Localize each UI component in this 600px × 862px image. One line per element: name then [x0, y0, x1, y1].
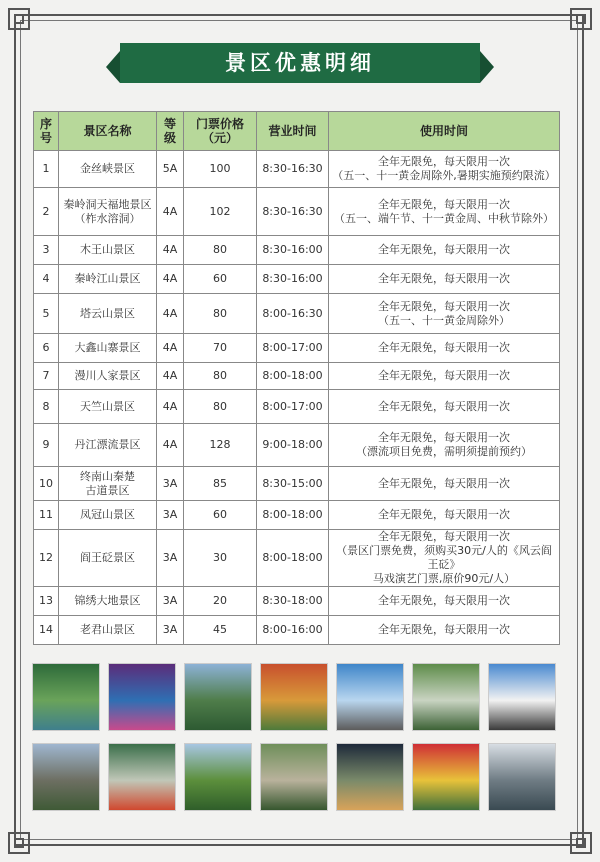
- opening-hours: 8:30-16:00: [257, 236, 329, 265]
- header-grade: 等级: [157, 112, 184, 151]
- grade: 4A: [157, 390, 184, 424]
- grade: 5A: [157, 151, 184, 188]
- opening-hours: 8:00-18:00: [257, 501, 329, 530]
- grade: 4A: [157, 363, 184, 390]
- grade: 4A: [157, 334, 184, 363]
- corner-ornament-bottom-right: [570, 832, 592, 854]
- row-no: 11: [34, 501, 59, 530]
- grade: 4A: [157, 236, 184, 265]
- opening-hours: 8:00-17:00: [257, 390, 329, 424]
- scenic-name: 大鑫山寨景区: [59, 334, 157, 363]
- ticket-price: 60: [184, 501, 257, 530]
- opening-hours: 8:30-16:30: [257, 188, 329, 236]
- row-no: 3: [34, 236, 59, 265]
- grade: 3A: [157, 501, 184, 530]
- mountain-range-photo-icon: [184, 663, 252, 731]
- row-no: 5: [34, 294, 59, 334]
- scenic-name: 凤冠山景区: [59, 501, 157, 530]
- opening-hours: 8:30-15:00: [257, 467, 329, 501]
- table-row: [34, 530, 560, 587]
- ticket-price: 80: [184, 236, 257, 265]
- table-row: [34, 424, 560, 467]
- grade: 4A: [157, 265, 184, 294]
- usage-terms: 全年无限免，每天限用一次 （漂流项目免费，需明须提前预约）: [329, 424, 560, 467]
- table-row: [34, 236, 560, 265]
- row-no: 9: [34, 424, 59, 467]
- table-row: [34, 467, 560, 501]
- row-no: 7: [34, 363, 59, 390]
- mountain-temple-photo-icon: [336, 663, 404, 731]
- row-no: 13: [34, 587, 59, 616]
- usage-terms: 全年无限免，每天限用一次: [329, 236, 560, 265]
- title-banner: [120, 43, 480, 83]
- ticket-price: 60: [184, 265, 257, 294]
- header-price: 门票价格（元）: [184, 112, 257, 151]
- ticket-price: 80: [184, 390, 257, 424]
- autumn-forest-photo-icon: [260, 663, 328, 731]
- opening-hours: 8:00-16:00: [257, 616, 329, 645]
- opening-hours: 9:00-18:00: [257, 424, 329, 467]
- scenic-name: 漫川人家景区: [59, 363, 157, 390]
- scenic-name: 锦绣大地景区: [59, 587, 157, 616]
- ticket-price: 128: [184, 424, 257, 467]
- table-row: [34, 151, 560, 188]
- opening-hours: 8:00-18:00: [257, 530, 329, 587]
- usage-terms: 全年无限免，每天限用一次: [329, 363, 560, 390]
- ticket-price: 85: [184, 467, 257, 501]
- row-no: 2: [34, 188, 59, 236]
- rafting-photo-icon: [108, 743, 176, 811]
- grade: 3A: [157, 530, 184, 587]
- table-row: [34, 188, 560, 236]
- grade: 3A: [157, 467, 184, 501]
- corner-ornament-top-left: [8, 8, 30, 30]
- row-no: 6: [34, 334, 59, 363]
- grade: 4A: [157, 424, 184, 467]
- cliff-gorge-photo-icon: [336, 743, 404, 811]
- ticket-price: 100: [184, 151, 257, 188]
- grade: 3A: [157, 587, 184, 616]
- scenic-name: 秦岭江山景区: [59, 265, 157, 294]
- usage-terms: 全年无限免，每天限用一次: [329, 265, 560, 294]
- scenic-name: 丹江漂流景区: [59, 424, 157, 467]
- usage-terms: 全年无限免，每天限用一次 （五一、端午节、十一黄金周、中秋节除外）: [329, 188, 560, 236]
- photo-gallery: [32, 663, 560, 811]
- ticket-price: 80: [184, 294, 257, 334]
- ticket-price: 80: [184, 363, 257, 390]
- ticket-price: 45: [184, 616, 257, 645]
- ticket-price: 102: [184, 188, 257, 236]
- grade: 3A: [157, 616, 184, 645]
- usage-terms: 全年无限免，每天限用一次: [329, 616, 560, 645]
- table-row: [34, 390, 560, 424]
- table-row: [34, 616, 560, 645]
- scenic-name: 塔云山景区: [59, 294, 157, 334]
- table-row: [34, 501, 560, 530]
- corner-ornament-top-right: [570, 8, 592, 30]
- usage-terms: 全年无限免，每天限用一次: [329, 501, 560, 530]
- table-header-row: [34, 112, 560, 151]
- opening-hours: 8:30-16:30: [257, 151, 329, 188]
- scenic-name: 老君山景区: [59, 616, 157, 645]
- ticket-price: 20: [184, 587, 257, 616]
- grade: 4A: [157, 188, 184, 236]
- usage-terms: 全年无限免，每天限用一次 （五一、十一黄金周除外,暑期实施预约限流）: [329, 151, 560, 188]
- green-meadow-photo-icon: [184, 743, 252, 811]
- usage-terms: 全年无限免，每天限用一次 （五一、十一黄金周除外）: [329, 294, 560, 334]
- grade: 4A: [157, 294, 184, 334]
- header-usage: 使用时间: [329, 112, 560, 151]
- table-row: [34, 587, 560, 616]
- row-no: 4: [34, 265, 59, 294]
- karst-cave-photo-icon: [108, 663, 176, 731]
- table-row: [34, 363, 560, 390]
- opening-hours: 8:30-16:00: [257, 265, 329, 294]
- scenic-name: 终南山秦楚 古道景区: [59, 467, 157, 501]
- peak-cliff-photo-icon: [32, 743, 100, 811]
- white-village-photo-icon: [488, 663, 556, 731]
- table-row: [34, 265, 560, 294]
- row-no: 14: [34, 616, 59, 645]
- row-no: 8: [34, 390, 59, 424]
- table-row: [34, 334, 560, 363]
- corner-ornament-bottom-left: [8, 832, 30, 854]
- header-hours: 营业时间: [257, 112, 329, 151]
- discount-table: [33, 111, 560, 645]
- usage-terms: 全年无限免，每天限用一次: [329, 467, 560, 501]
- opening-hours: 8:00-17:00: [257, 334, 329, 363]
- river-valley-photo-icon: [32, 663, 100, 731]
- opening-hours: 8:30-18:00: [257, 587, 329, 616]
- table-row: [34, 294, 560, 334]
- rock-pillar-photo-icon: [260, 743, 328, 811]
- usage-terms: 全年无限免，每天限用一次: [329, 587, 560, 616]
- row-no: 12: [34, 530, 59, 587]
- opening-hours: 8:00-18:00: [257, 363, 329, 390]
- row-no: 1: [34, 151, 59, 188]
- banner-fold-left: [106, 51, 120, 83]
- misty-peaks-photo-icon: [488, 743, 556, 811]
- scenic-name: 木王山景区: [59, 236, 157, 265]
- banner-fold-right: [480, 51, 494, 83]
- header-no: 序号: [34, 112, 59, 151]
- row-no: 10: [34, 467, 59, 501]
- tulip-field-photo-icon: [412, 743, 480, 811]
- stone-bridge-photo-icon: [412, 663, 480, 731]
- header-name: 景区名称: [59, 112, 157, 151]
- opening-hours: 8:00-16:30: [257, 294, 329, 334]
- usage-terms: 全年无限免，每天限用一次 （景区门票免费，须购买30元/人的《风云阎王砭》 马戏演艺门票,原价90元/人）: [329, 530, 560, 587]
- usage-terms: 全年无限免，每天限用一次: [329, 334, 560, 363]
- ticket-price: 30: [184, 530, 257, 587]
- ticket-price: 70: [184, 334, 257, 363]
- scenic-name: 秦岭洞天福地景区 （柞水溶洞）: [59, 188, 157, 236]
- scenic-name: 阎王砭景区: [59, 530, 157, 587]
- scenic-name: 金丝峡景区: [59, 151, 157, 188]
- scenic-name: 天竺山景区: [59, 390, 157, 424]
- usage-terms: 全年无限免，每天限用一次: [329, 390, 560, 424]
- page-title: 景区优惠明细: [225, 51, 375, 75]
